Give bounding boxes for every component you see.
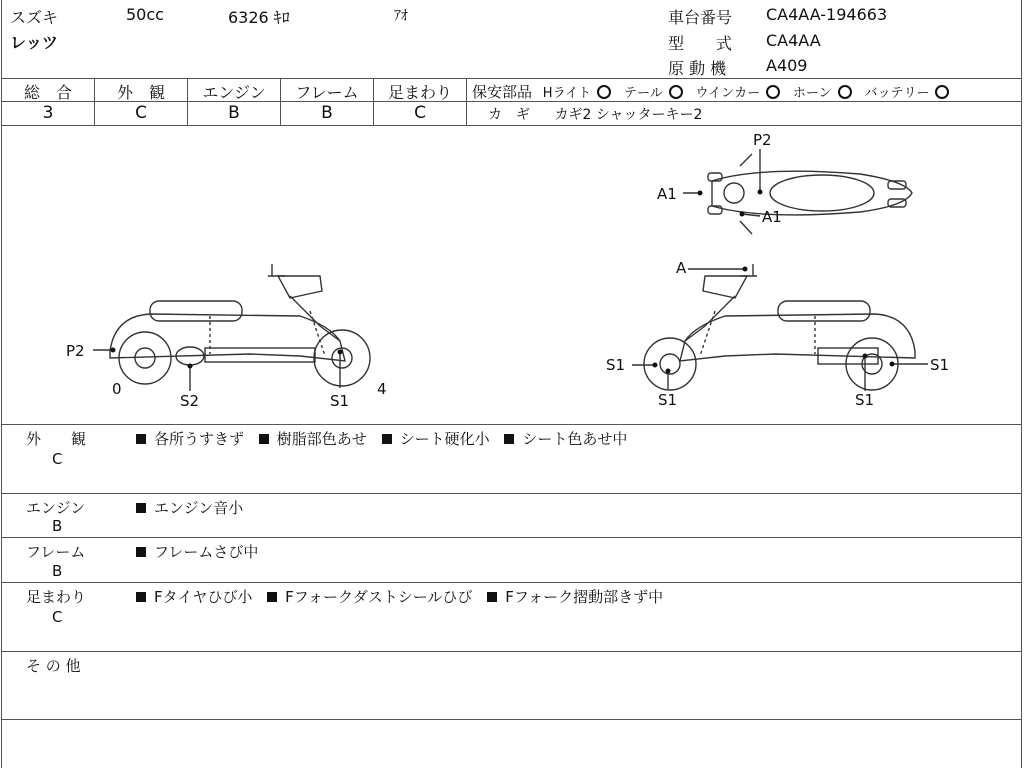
maker: スズキ bbox=[10, 8, 59, 27]
color: ｱｵ bbox=[394, 8, 408, 24]
bullet-square-icon bbox=[267, 592, 277, 602]
engine-grade: B bbox=[228, 103, 240, 123]
engine-items bbox=[136, 497, 253, 518]
key-value: カギ2 シャッターキー2 bbox=[554, 107, 703, 123]
exterior-item: 樹脂部色あせ bbox=[276, 430, 367, 448]
total-label: 総 合 bbox=[23, 83, 72, 102]
bullet-square-icon bbox=[259, 434, 269, 444]
section-divider-3 bbox=[1, 537, 1022, 538]
suspension-grade: C bbox=[414, 103, 426, 123]
bullet-square-icon bbox=[136, 503, 146, 513]
safety-item-battery: バッテリー bbox=[864, 86, 930, 101]
bullet-square-icon bbox=[382, 434, 392, 444]
circle-mark-icon bbox=[669, 85, 683, 99]
section-divider-2 bbox=[1, 493, 1022, 494]
engine-label: エンジン bbox=[202, 83, 266, 102]
exterior-item: 各所うすきず bbox=[154, 430, 245, 448]
scooter-left-view bbox=[93, 264, 370, 391]
frame-section-label: フレーム bbox=[26, 543, 86, 561]
frame-no: CA4AA-194663 bbox=[766, 5, 888, 24]
suspension-section-label: 足まわり bbox=[26, 588, 87, 606]
label-top-p2: P2 bbox=[753, 131, 772, 149]
scooter-top-view bbox=[683, 149, 912, 234]
bullet-square-icon bbox=[487, 592, 497, 602]
label-left-0: 0 bbox=[112, 380, 122, 398]
key-label: カ ギ bbox=[488, 107, 530, 123]
engine-code: A409 bbox=[766, 56, 808, 75]
safety-item-winker: ウインカー bbox=[695, 86, 761, 101]
section-divider-4 bbox=[1, 582, 1022, 583]
exterior-item: シート色あせ中 bbox=[522, 430, 628, 448]
safety-item-headlight: Hライト bbox=[542, 86, 592, 101]
suspension-item: Fタイヤひび小 bbox=[154, 588, 253, 606]
bullet-square-icon bbox=[136, 592, 146, 602]
frame-section-grade: B bbox=[52, 562, 63, 580]
bullet-square-icon bbox=[136, 547, 146, 557]
label-right-a: A bbox=[676, 259, 687, 277]
scooter-right-view bbox=[632, 264, 928, 391]
exterior-items bbox=[136, 428, 637, 449]
frame-label: フレーム bbox=[295, 83, 359, 102]
frame-items bbox=[136, 541, 268, 562]
engine-item: エンジン音小 bbox=[154, 499, 244, 517]
engine-section-grade: B bbox=[52, 517, 63, 535]
circle-mark-icon bbox=[597, 85, 611, 99]
exterior-section-grade: C bbox=[52, 450, 63, 468]
label-left-s1: S1 bbox=[330, 392, 350, 410]
suspension-item: Fフォークダストシールひび bbox=[285, 588, 473, 606]
frame-no-label: 車台番号 bbox=[668, 8, 733, 27]
bullet-square-icon bbox=[136, 434, 146, 444]
suspension-items bbox=[136, 586, 673, 607]
safety-item-horn: ホーン bbox=[792, 86, 832, 101]
label-right-s1-bottom-right: S1 bbox=[855, 391, 875, 409]
frame-item: フレームさび中 bbox=[154, 543, 259, 561]
label-left-4: 4 bbox=[377, 380, 387, 398]
circle-mark-icon bbox=[766, 85, 780, 99]
displacement: 50cc bbox=[126, 5, 164, 24]
suspension-section-grade: C bbox=[52, 608, 63, 626]
type-value: CA4AA bbox=[766, 31, 821, 50]
label-right-s1-right: S1 bbox=[930, 356, 950, 374]
circle-mark-icon bbox=[838, 85, 852, 99]
label-left-s2: S2 bbox=[180, 392, 200, 410]
safety-parts-row bbox=[472, 81, 957, 102]
scooter-diagram bbox=[0, 126, 1022, 424]
exterior-section-label: 外 観 bbox=[26, 430, 87, 448]
engine-code-label: 原 動 機 bbox=[668, 59, 727, 78]
safety-label: 保安部品 bbox=[472, 83, 533, 101]
engine-section-label: エンジン bbox=[26, 499, 86, 517]
mileage: 6326 ｷﾛ bbox=[228, 8, 290, 27]
grade-table-top bbox=[1, 78, 1022, 79]
label-right-s1-left: S1 bbox=[606, 356, 626, 374]
section-divider-5 bbox=[1, 651, 1022, 652]
grade-divider-5 bbox=[466, 78, 467, 125]
exterior-item: シート硬化小 bbox=[399, 430, 490, 448]
label-top-a1-left: A1 bbox=[657, 185, 677, 203]
label-top-a1-right: A1 bbox=[762, 208, 782, 226]
exterior-label: 外 観 bbox=[116, 83, 165, 102]
suspension-label: 足まわり bbox=[387, 83, 452, 102]
circle-mark-icon bbox=[935, 85, 949, 99]
section-divider-6 bbox=[1, 719, 1022, 720]
section-divider-1 bbox=[1, 424, 1022, 425]
type-label: 型 式 bbox=[668, 34, 733, 53]
frame-grade: B bbox=[321, 103, 333, 123]
bullet-square-icon bbox=[504, 434, 514, 444]
suspension-item: Fフォーク摺動部きず中 bbox=[505, 588, 664, 606]
total-grade: 3 bbox=[42, 103, 54, 123]
exterior-grade: C bbox=[135, 103, 147, 123]
safety-item-tail: テール bbox=[623, 86, 663, 101]
label-right-s1-bottom-left: S1 bbox=[658, 391, 678, 409]
label-left-p2: P2 bbox=[66, 342, 85, 360]
key-row bbox=[488, 104, 702, 124]
other-section-label: そ の 他 bbox=[26, 657, 81, 675]
model-name: レッツ bbox=[10, 33, 58, 52]
